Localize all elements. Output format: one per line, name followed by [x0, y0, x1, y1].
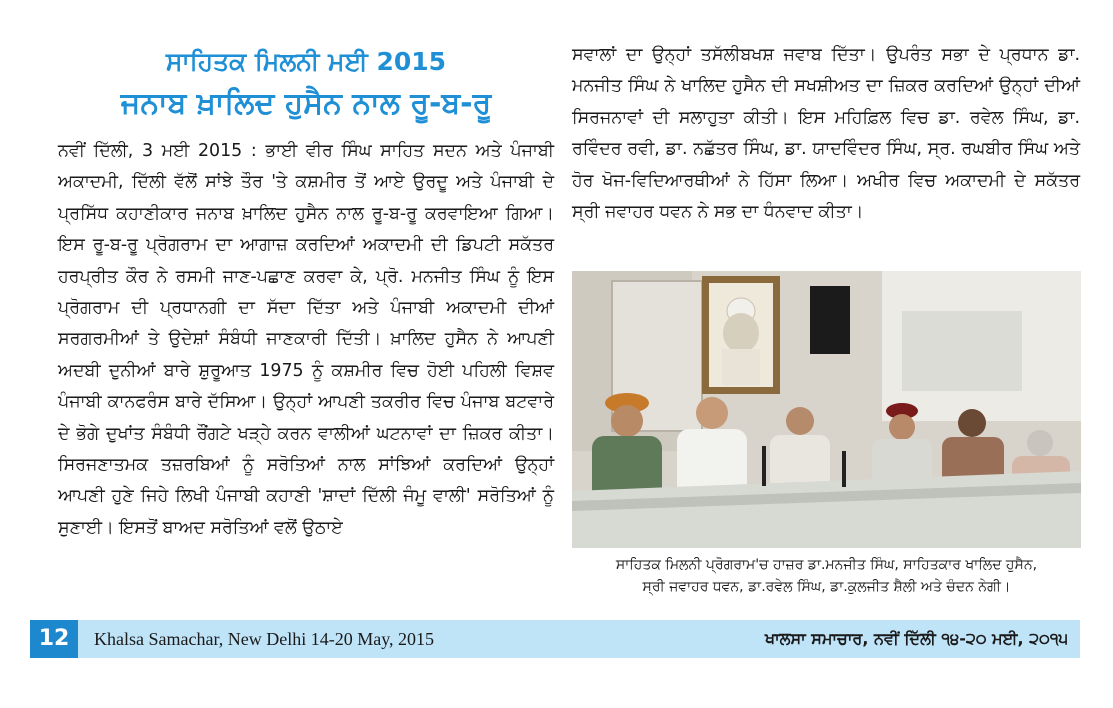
left-column	[58, 30, 554, 544]
event-photo	[572, 271, 1081, 548]
footer-publication-punjabi: ਖਾਲਸਾ ਸਮਾਚਾਰ, ਨਵੀਂ ਦਿੱਲੀ ੧੪-੨੦ ਮਈ, ੨੦੧੫	[764, 629, 1068, 648]
event-photo-illustration	[572, 271, 1081, 548]
footer-publication-english: Khalsa Samachar, New Delhi 14-20 May, 2015	[94, 629, 435, 649]
article-body-right: ਸਵਾਲਾਂ ਦਾ ਉਨ੍ਹਾਂ ਤਸੱਲੀਬਖਸ਼ ਜਵਾਬ ਦਿੱਤਾ। ਉਪਰੰਤ ਸਭਾ ਦੇ ਪ੍ਰਧਾਨ ਡਾ. ਮਨਜੀਤ ਸਿੰਘ ਨੇ ਖਾਲਿਦ ਹੁਸੈਨ ਦੀ ਸਖਸ਼ੀਅਤ ਦਾ ਜ਼ਿਕਰ ਕਰਦਿਆਂ ਉਨ੍ਹਾਂ ਦੀਆਂ ਸਿਰਜਨਾਵਾਂ ਦੀ ਸਲਾਹੁਤਾ ਕੀਤੀ। ਇਸ ਮਹਿਫ਼ਿਲ ਵਿਚ ਡਾ. ਰਵੇਲ ਸਿੰਘ, ਡਾ. ਰਵਿੰਦਰ ਰਵੀ, ਡਾ. ਨਛੱਤਰ ਸਿੰਘ, ਡਾ. ਯਾਦਵਿੰਦਰ ਸਿੰਘ, ਸ੍ਰ. ਰਘਬੀਰ ਸਿੰਘ ਅਤੇ ਹੋਰ ਖੋਜ-ਵਿਦਿਆਰਥੀਆਂ ਨੇ ਹਿੱਸਾ ਲਿਆ। ਅਖੀਰ ਵਿਚ ਅਕਾਦਮੀ ਦੇ ਸਕੱਤਰ ਸ੍ਰੀ ਜਵਾਹਰ ਧਵਨ ਨੇ ਸਭ ਦਾ ਧੰਨਵਾਦ ਕੀਤਾ।	[572, 45, 1080, 223]
photo-caption	[572, 554, 1081, 598]
article-body-left: ਨਵੀਂ ਦਿੱਲੀ, 3 ਮਈ 2015 : ਭਾਈ ਵੀਰ ਸਿੰਘ ਸਾਹਿਤ ਸਦਨ ਅਤੇ ਪੰਜਾਬੀ ਅਕਾਦਮੀ, ਦਿੱਲੀ ਵੱਲੋਂ ਸਾਂਝੇ ਤੌਰ 'ਤੇ ਕਸ਼ਮੀਰ ਤੋਂ ਆਏ ਉਰਦੂ ਅਤੇ ਪੰਜਾਬੀ ਦੇ ਪ੍ਰਸਿੱਧ ਕਹਾਣੀਕਾਰ ਜਨਾਬ ਖ਼ਾਲਿਦ ਹੁਸੈਨ ਨਾਲ ਰੂ-ਬ-ਰੂ ਕਰਵਾਇਆ ਗਿਆ। ਇਸ ਰੂ-ਬ-ਰੂ ਪ੍ਰੋਗਰਾਮ ਦਾ ਆਗਾਜ਼ ਕਰਦਿਆਂ ਅਕਾਦਮੀ ਦੀ ਡਿਪਟੀ ਸਕੱਤਰ ਹਰਪ੍ਰੀਤ ਕੌਰ ਨੇ ਰਸਮੀ ਜਾਣ-ਪਛਾਣ ਕਰਵਾ ਕੇ, ਪ੍ਰੋ. ਮਨਜੀਤ ਸਿੰਘ ਨੂੰ ਇਸ ਪ੍ਰੋਗਰਾਮ ਦੀ ਪ੍ਰਧਾਨਗੀ ਦਾ ਸੱਦਾ ਦਿੱਤਾ ਅਤੇ ਪੰਜਾਬੀ ਅਕਾਦਮੀ ਦੀਆਂ ਸਰਗਰਮੀਆਂ ਤੇ ਉਦੇਸ਼ਾਂ ਸੰਬੰਧੀ ਜਾਣਕਾਰੀ ਦਿੱਤੀ। ਖ਼ਾਲਿਦ ਹੁਸੈਨ ਨੇ ਆਪਣੀ ਅਦਬੀ ਦੁਨੀਆਂ ਬਾਰੇ ਸ਼ੁਰੂਆਤ 1975 ਨੂੰ ਕਸ਼ਮੀਰ ਵਿਚ ਹੋਈ ਪਹਿਲੀ ਵਿਸ਼ਵ ਪੰਜਾਬੀ ਕਾਨਫਰੰਸ ਬਾਰੇ ਦੱਸਿਆ। ਉਨ੍ਹਾਂ ਆਪਣੀ ਤਕਰੀਰ ਵਿਚ ਪੰਜਾਬ ਬਟਵਾਰੇ ਦੇ ਭੋਗੇ ਦੁਖਾਂਤ ਸੰਬੰਧੀ ਰੌਂਗਟੇ ਖੜ੍ਹੇ ਕਰਨ ਵਾਲੀਆਂ ਘਟਨਾਵਾਂ ਦਾ ਜ਼ਿਕਰ ਕੀਤਾ। ਸਿਰਜਣਾਤਮਕ ਤਜ਼ਰਬਿਆਂ ਨੂੰ ਸਰੋਤਿਆਂ ਨਾਲ ਸਾਂਝਿਆਂ ਕਰਦਿਆਂ ਉਨ੍ਹਾਂ ਆਪਣੀ ਹੁਣੇ ਜਿਹੇ ਲਿਖੀ ਪੰਜਾਬੀ ਕਹਾਣੀ 'ਸ਼ਾਦਾਂ ਦਿੱਲੀ ਜੰਮੂ ਵਾਲੀ' ਸਰੋਤਿਆਂ ਨੂੰ ਸੁਣਾਈ। ਇਸਤੋਂ ਬਾਅਦ ਸਰੋਤਿਆਂ ਵਲੋਂ ਉਠਾਏ	[58, 141, 554, 538]
caption-line-2: ਸ੍ਰੀ ਜਵਾਹਰ ਧਵਨ, ਡਾ.ਰਵੇਲ ਸਿੰਘ, ਡਾ.ਕੁਲਜੀਤ ਸ਼ੈਲੀ ਅਤੇ ਚੰਦਨ ਨੇਗੀ।	[642, 579, 1011, 595]
article-title: ਜਨਾਬ ਖ਼ਾਲਿਦ ਹੁਸੈਨ ਨਾਲ ਰੂ-ਬ-ਰੂ	[120, 86, 492, 121]
page-footer	[30, 620, 1080, 658]
page-number: 12	[30, 620, 78, 658]
right-column	[572, 40, 1080, 228]
caption-line-1: ਸਾਹਿਤਕ ਮਿਲਨੀ ਪ੍ਰੋਗਰਾਮ'ਚ ਹਾਜ਼ਰ ਡਾ.ਮਨਜੀਤ ਸਿੰਘ, ਸਾਹਿਤਕਾਰ ਖਾਲਿਦ ਹੁਸੈਨ,	[615, 557, 1038, 573]
article-kicker: ਸਾਹਿਤਕ ਮਿਲਨੀ ਮਈ 2015	[165, 47, 447, 76]
